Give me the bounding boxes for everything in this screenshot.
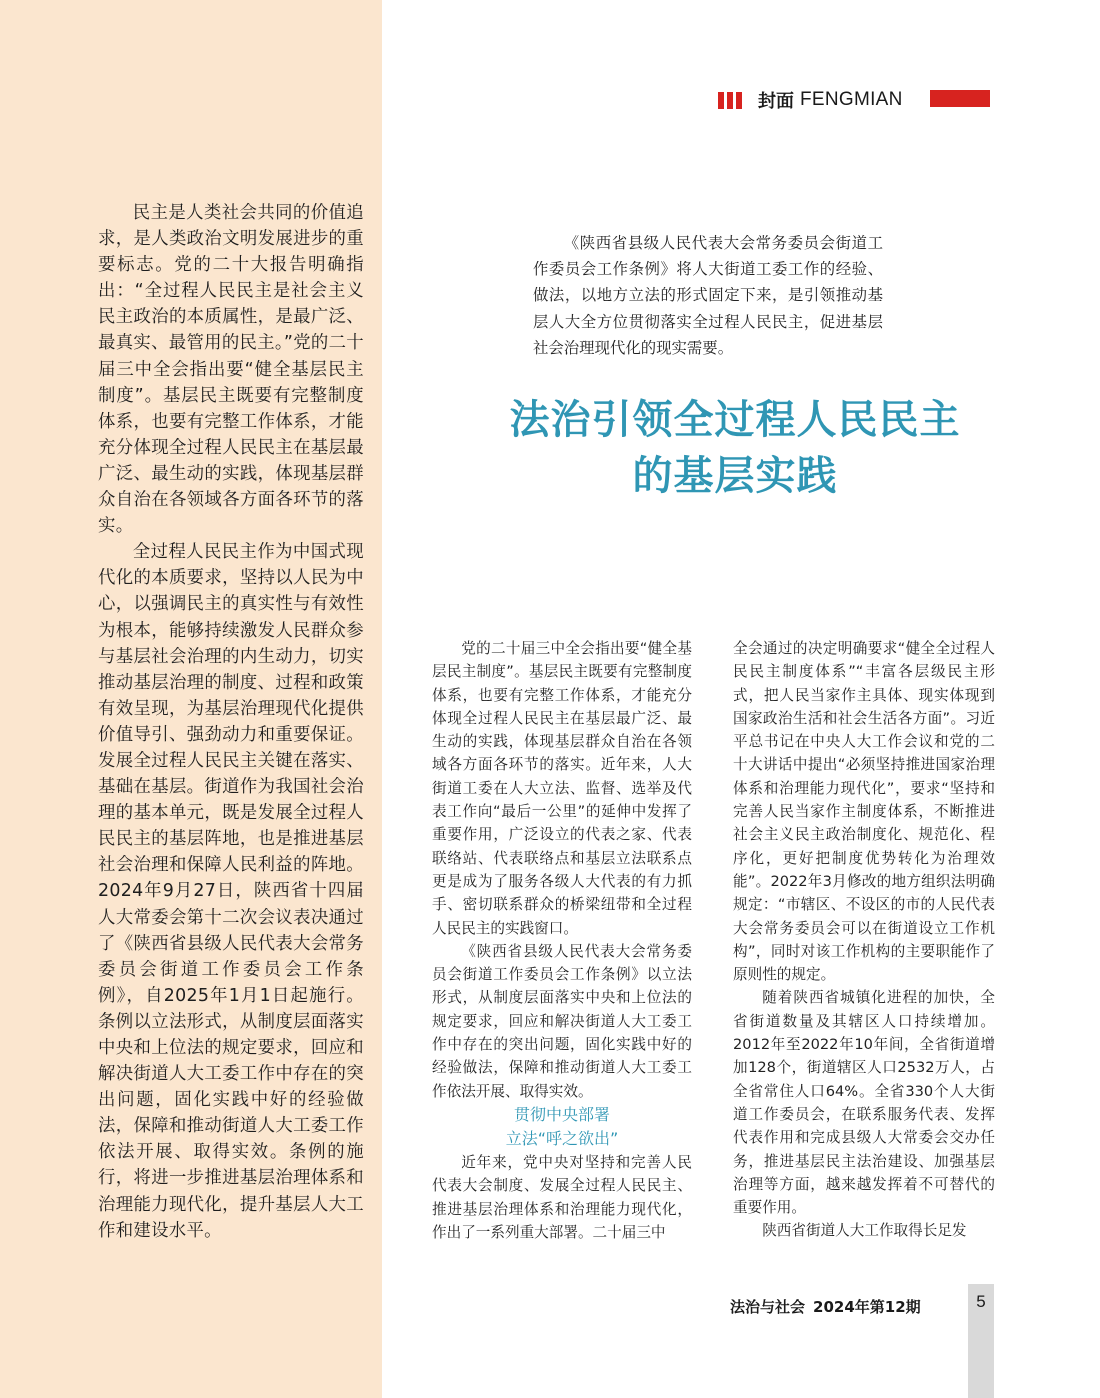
- magazine-name: 法治与社会: [730, 1298, 806, 1316]
- body-paragraph: 近年来，党中央对坚持和完善人民代表大会制度、发展全过程人民民主、推进基层治理体系和治理能力现代化，作出了一系列重大部署。二十届三中: [432, 1153, 692, 1241]
- sidebar-text: [98, 200, 364, 1244]
- lead-paragraph: [533, 230, 883, 361]
- section-accent-bar: [930, 90, 990, 107]
- article-headline: [420, 392, 1050, 504]
- body-paragraph: 随着陕西省城镇化进程的加快，全省街道数量及其辖区人口持续增加。2012年至2022年10年间，全省街道增加128个，街道辖区人口2532万人，占全省常住人口64%。全省330个人大街道工作委员会，在联系服务代表、发挥代表作用和完成县级人大常委会交办任务，推进基层民主法治建设、加强基层治理等方面，越来越发挥着不可替代的重要作用。: [733, 989, 995, 1217]
- page-number: 5: [976, 1292, 986, 1311]
- body-paragraph: 《陕西省县级人民代表大会常务委员会街道工作委员会工作条例》以立法形式，从制度层面落实中央和上位法的规定要求，回应和解决街道人大工委工作中存在的突出问题，固化实践中好的经验做法，保障和推动街道人大工委工作依法开展、取得实效。: [432, 942, 692, 1100]
- body-paragraph: 全会通过的决定明确要求“健全全过程人民民主制度体系”“丰富各层级民主形式，把人民当家作主具体、现实体现到国家政治生活和社会生活各方面”。习近平总书记在中央人大工作会议和党的二十大讲话中提出“必须坚持推进国家治理体系和治理能力现代化”，要求“坚持和完善人民当家作主制度体系，不断推进社会主义民主政治制度化、规范化、程序化，更好把制度优势转化为治理效能”。2022年3月修改的地方组织法明确规定：“市辖区、不设区的市的人民代表大会常务委员会可以在街道设立工作机构”，同时对该工作机构的主要职能作了原则性的规定。: [733, 640, 995, 984]
- body-paragraph: 陕西省街道人大工作取得长足发: [762, 1222, 967, 1240]
- lead-text: 《陕西省县级人民代表大会常务委员会街道工作委员会工作条例》将人大街道工委工作的经验、做法，以地方立法的形式固定下来，是引领推动基层人大全方位贯彻落实全过程人民民主，促进基层社会治理现代化的现实需要。: [533, 234, 883, 357]
- headline-line-1: 法治引领全过程人民民主: [509, 397, 961, 443]
- sidebar-paragraph: 全过程人民民主作为中国式现代化的本质要求，坚持以人民为中心，以强调民主的真实性与有效性为根本，能够持续激发人民群众参与基层社会治理的内生动力，切实推动基层治理的制度、过程和政策有效呈现，为基层治理现代化提供价值导引、强劲动力和重要保证。发展全过程人民民主关键在落实、基础在基层。街道作为我国社会治理的基本单元，既是发展全过程人民民主的基层阵地，也是推进基层社会治理和保障人民利益的阵地。2024年9月27日，陕西省十四届人大常委会第十二次会议表决通过了《陕西省县级人民代表大会常务委员会街道工作委员会工作条例》，自2025年1月1日起施行。条例以立法形式，从制度层面落实中央和上位法的规定要求，回应和解决街道人大工委工作中存在的突出问题，固化实践中好的经验做法，保障和推动街道人大工委工作依法开展、取得实效。条例的施行，将进一步推进基层治理体系和治理能力现代化，提升基层人大工作和建设水平。: [98, 542, 364, 1241]
- section-bars-icon: [718, 92, 742, 109]
- issue-label: 2024年第12期: [813, 1298, 921, 1316]
- headline-line-2: 的基层实践: [632, 453, 838, 499]
- section-tag: [718, 90, 903, 110]
- subheading-line-2: 立法“呼之欲出”: [505, 1128, 619, 1148]
- subheading-line-1: 贯彻中央部署: [513, 1104, 610, 1124]
- body-paragraph: 党的二十届三中全会指出要“健全基层民主制度”。基层民主既要有完整制度体系，也要有完整工作体系，才能充分体现全过程人民民主在基层最广泛、最生动的实践，体现基层群众自治在各领域各方面各环节的落实。近年来，人大街道工委在人大立法、监督、选举及代表工作向“最后一公里”的延伸中发挥了重要作用，广泛设立的代表之家、代表联络站、代表联络点和基层立法联系点更是成为了服务各级人大代表的有力抓手、密切联系群众的桥梁纽带和全过程人民民主的实践窗口。: [432, 640, 692, 937]
- page-footer: [730, 1296, 921, 1317]
- section-label-en: FENGMIAN: [800, 89, 903, 110]
- body-column-2: [733, 637, 995, 1243]
- sidebar-paragraph: 民主是人类社会共同的价值追求，是人类政治文明发展进步的重要标志。党的二十大报告明确指出：“全过程人民民主是社会主义民主政治的本质属性，是最广泛、最真实、最管用的民主。”党的二十届三中全会指出要“健全基层民主制度”。基层民主既要有完整制度体系，也要有完整工作体系，才能充分体现全过程人民民主在基层最广泛、最生动的实践，体现基层群众自治在各领域各方面各环节的落实。: [98, 203, 364, 537]
- body-column-1: [432, 637, 692, 1244]
- section-label-cn: 封面: [758, 91, 794, 112]
